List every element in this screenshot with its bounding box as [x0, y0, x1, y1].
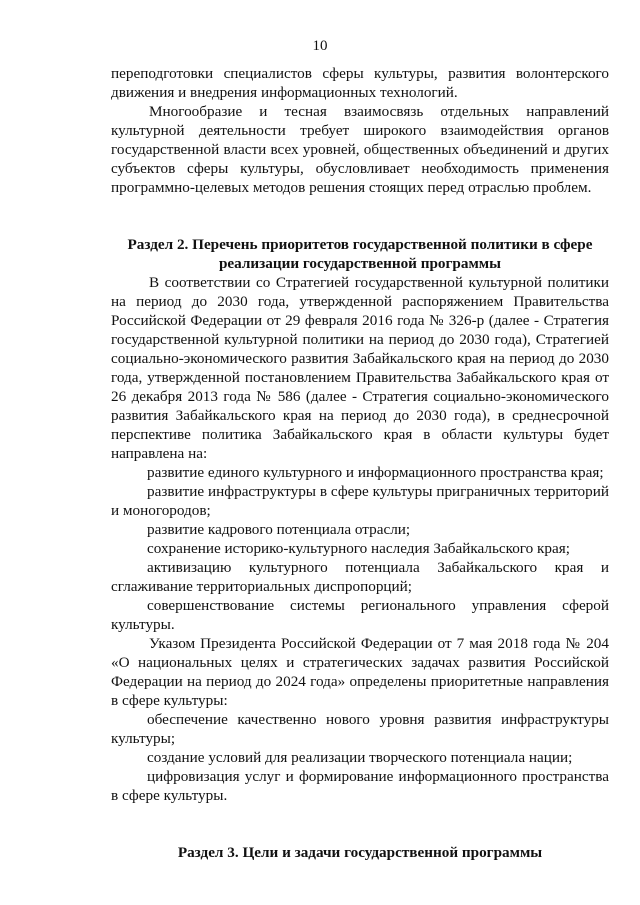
- priority-item: развитие кадрового потенциала отрасли;: [147, 521, 411, 538]
- priority-item: развитие инфраструктуры в сфере культуры приграничных территорий и моногородов;: [111, 483, 609, 519]
- decree-paragraph: Указом Президента Российской Федерации от 7 мая 2018 года № 204 «О национальных целях и стратегических задачах развития Российской Федерации на период до 2024 года» определены приоритетные направления в сфере культуры:: [111, 635, 609, 709]
- intro-paragraph: Многообразие и тесная взаимосвязь отдельных направлений культурной деятельности требует широкого взаимодействия органов государственной власти всех уровней, общественных объединений и других субъектов сферы культуры, обусловливает необходимость применения программно-целевых методов решения стоящих перед отраслью проблем.: [111, 103, 609, 196]
- continuation-paragraph: переподготовки специалистов сферы культуры, развития волонтерского движения и внедрения информационных технологий.: [111, 65, 609, 101]
- decree-item: цифровизация услуг и формирование информационного пространства в сфере культуры.: [111, 768, 609, 804]
- section-3-heading: Раздел 3. Цели и задачи государственной программы: [177, 844, 543, 861]
- page-number: 10: [312, 38, 328, 54]
- document-body: [111, 64, 609, 862]
- section-2-lead-paragraph: В соответствии со Стратегией государственной культурной политики на период до 2030 года, утвержденной распоряжением Правительства Российской Федерации от 29 февраля 2016 года № 326-р (далее - Стратегия государственной культурной политики на период до 2030 года), Стратегией социально-экономического развития Забайкальского края на период до 2030 года, утвержденной постановлением Правительства Забайкальского края от 26 декабря 2013 года № 586 (далее - Стратегия социально-экономического развития Забайкальского края на период до 2030 года), в среднесрочной перспективе политика Забайкальского края в области культуры будет направлена на:: [111, 274, 609, 462]
- decree-item: обеспечение качественно нового уровня развития инфраструктуры культуры;: [111, 711, 609, 747]
- priority-item: сохранение историко-культурного наследия Забайкальского края;: [147, 540, 570, 557]
- priority-item: совершенствование системы регионального управления сферой культуры.: [111, 597, 609, 633]
- priority-item: активизацию культурного потенциала Забайкальского края и сглаживание территориальных диспропорций;: [111, 559, 609, 595]
- section-2-heading: Раздел 2. Перечень приоритетов государственной политики в сфере реализации государственной программы: [127, 236, 593, 272]
- priority-item: развитие единого культурного и информационного пространства края;: [147, 464, 604, 481]
- decree-item: создание условий для реализации творческого потенциала нации;: [147, 749, 573, 766]
